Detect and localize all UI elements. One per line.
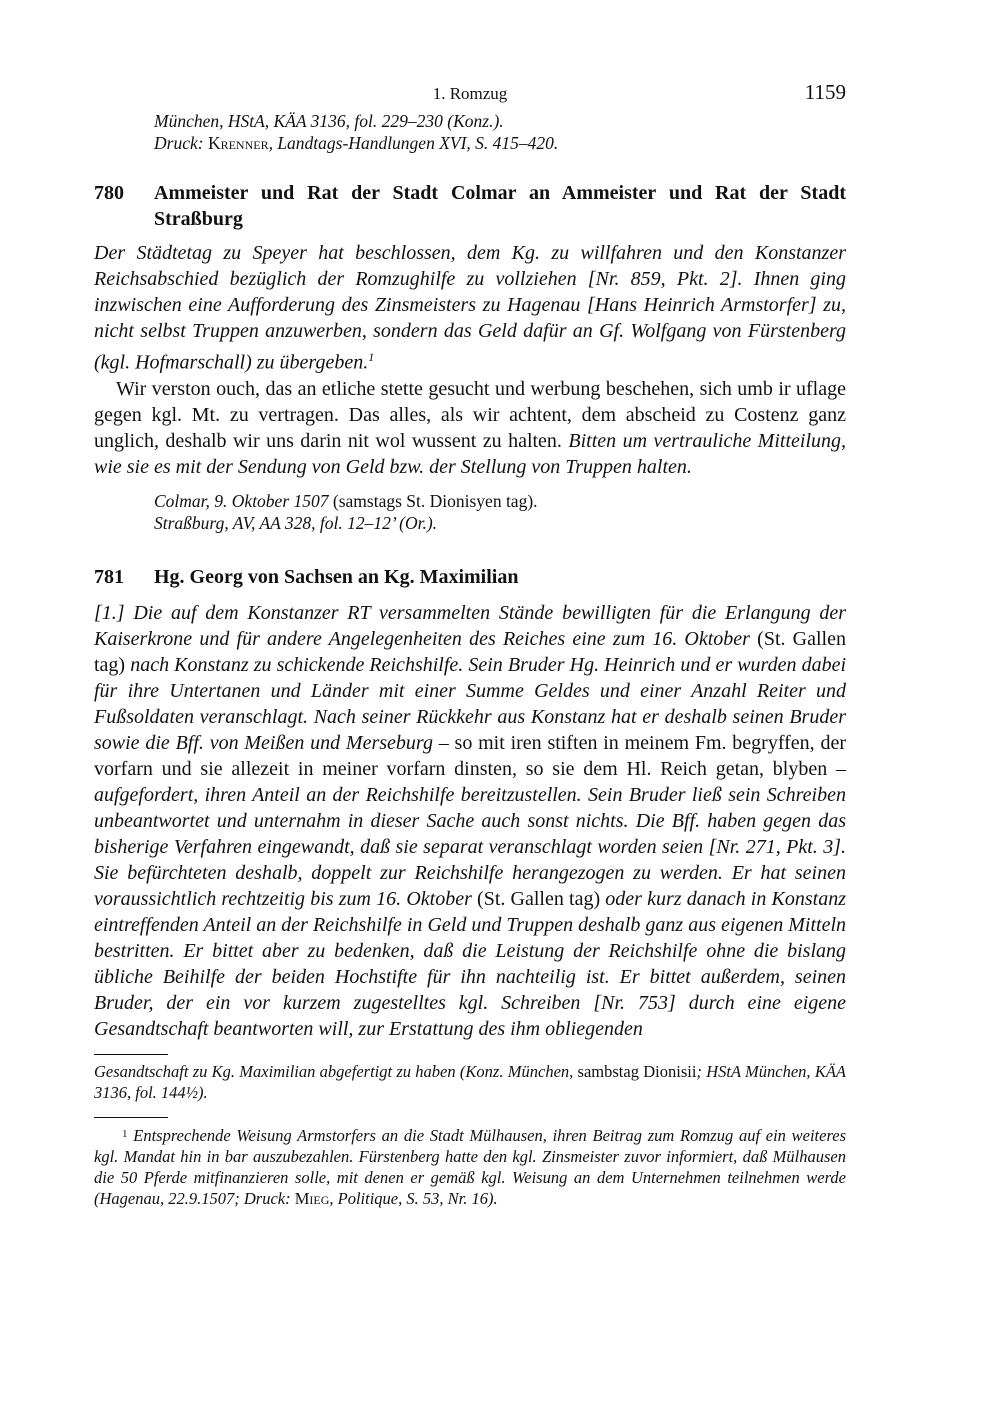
date-line [154, 490, 846, 512]
quote-text: Wir verston ouch, das an etliche stette gesucht und werbung beschehen, sich umb ir uflage gegen kgl. Mt. zu vertragen. Das alles, als wir achtent, dem abscheid zu Costenz ganz unglich, deshalb wir uns darin nit wol wussent zu halten. [94, 377, 846, 452]
regest-text-b: nach Konstanz zu schickende Reichshilfe. Sein Bruder Hg. Heinrich und er wurden dabei für ihre Untertanen und Länder mit einer Summe Geldes und einer Anzahl Reiter und Fußsoldaten veranschlagt. Nach seiner Rückkehr aus Konstanz hat er deshalb seinen Bruder sowie die Bff. von Meißen und Merseburg [94, 653, 846, 754]
footnote-reference: 1 [368, 350, 375, 364]
doc-780-heading [94, 180, 846, 232]
footnote-rule [94, 1117, 168, 1118]
page-number: 1159 [804, 80, 846, 104]
regest-paragraph [94, 600, 846, 1042]
quote-paragraph [94, 376, 846, 480]
original-phrase-c: (St. Gallen tag) [471, 887, 606, 910]
regest-text-c: aufgefordert, ihren Anteil an der Reichshilfe bereitzustellen. Sein Bruder ließ sein Schreiben unbeantwortet und unternahm in dieser Sache auch sonst nichts. Die Bff. haben gegen das bisherige Verfahren eingewandt, daß sie separat veranschlagt worden seien [Nr. 271, Pkt. 3]. Sie befürchteten deshalb, doppelt zur Reichshilfe herangezogen zu werden. Er hat seinen voraussichtlich rechtzeitig bis zum 16. Oktober [94, 783, 846, 910]
source-print-line [154, 132, 846, 154]
date-place: Colmar, 9. Oktober 1507 [154, 490, 329, 511]
footnote-text-b: , Politique, S. 53, Nr. 16). [329, 1188, 498, 1208]
original-phrase-b: – so mit iren stiften in meinem Fm. begryffen, der vorfarn und sie allezeit in meiner vorfarn dinsten, so sie dem Hl. Reich getan, blyben – [94, 731, 846, 780]
continuation-text-a: Gesandtschaft zu Kg. Maximilian abgefertigt zu haben (Konz. München, [94, 1061, 574, 1081]
footnote-text-a: Entsprechende Weisung Armstorfers an die Stadt Mülhausen, ihren Beitrag zum Romzug auf ein weiteres kgl. Mandat hin in bar auszubezahlen. Fürstenberg hatte den kgl. Zinsmeister zuvor informiert, daß Mülhausen die 50 Pferde mitfinanzieren solle, mit denen er gemäß kgl. Weisung an dem Unternehmen teilnehmen werde (Hagenau, 22.9.1507; Druck: [94, 1125, 846, 1208]
section-title: 1. Romzug [432, 84, 508, 103]
continuation-original: sambstag Dionisii [573, 1061, 697, 1081]
footnote-marker: 1 [122, 1127, 128, 1140]
running-header [94, 80, 846, 110]
previous-sources [154, 110, 846, 154]
doc-number: 780 [94, 182, 124, 204]
print-author: Krenner [207, 133, 269, 153]
doc-title: Ammeister und Rat der Stadt Colmar an Ammeister und Rat der Stadt Straßburg [154, 182, 846, 230]
footnote-1 [94, 1124, 846, 1209]
archive-line: Straßburg, AV, AA 328, fol. 12–12’ (Or.). [154, 512, 438, 533]
continuation-note [94, 1061, 846, 1103]
regest-text-d: oder kurz danach in Konstanz eintreffenden Anteil an der Reichshilfe in Geld und Truppen deshalb ganz aus eigenen Mitteln bestritten. Er bittet aber zu bedenken, daß die Leistung der Reichshilfe ohne die bislang übliche Beihilfe der beiden Hochstifte für ihn nachteilig ist. Er bittet außerdem, seinen Bruder, der ein vor kurzem zugestelltes kgl. Schreiben [Nr. 753] durch eine eigene Gesandtschaft beantworten will, zur Erstattung des ihm obliegenden [94, 887, 846, 1040]
continuation-rule [94, 1054, 168, 1055]
summary-text: Der Städtetag zu Speyer hat beschlossen, dem Kg. zu willfahren und den Konstanzer Reichsabschied bezüglich der Romzughilfe zu vollziehen [Nr. 859, Pkt. 2]. Ihnen ging inzwischen eine Aufforderung des Zinsmeisters zu Hagenau [Hans Heinrich Armstorfer] zu, nicht selbst Truppen anzuwerben, sondern das Geld dafür an Gf. Wolfgang von Fürstenberg (kgl. Hofmarschall) zu übergeben. [94, 242, 846, 374]
regest-text-a: [1.] Die auf dem Konstanzer RT versammelten Stände bewilligten für die Erlangung der Kaiserkrone und für andere Angelegenheiten des Reiches eine zum 16. Oktober [94, 601, 846, 650]
print-title: , Landtags-Handlungen XVI, S. 415–420. [268, 133, 559, 153]
doc-781-heading [94, 564, 846, 590]
doc-title: Hg. Georg von Sachsen an Kg. Maximilian [154, 565, 519, 588]
source-archive-line: München, HStA, KÄA 3136, fol. 229–230 (Konz.). [154, 111, 504, 131]
doc-781-body [94, 600, 846, 1042]
continuation-text-b: ; HStA München, KÄA 3136, fol. 144½). [94, 1061, 846, 1102]
date-original: (samstags St. Dionisyen tag). [328, 490, 538, 511]
footnote-author: Mieg [294, 1188, 330, 1208]
regest-summary [94, 240, 846, 376]
print-label: Druck: [154, 133, 208, 153]
doc-780-sources [154, 490, 846, 534]
doc-780-body [94, 240, 846, 480]
request-text: Bitten um vertrauliche Mitteilung, wie sie es mit der Sendung von Geld bzw. der Stellung von Truppen halten. [94, 429, 846, 478]
doc-number: 781 [94, 565, 124, 588]
original-phrase-a: (St. Gallen tag) [94, 627, 846, 676]
page [94, 80, 846, 1209]
